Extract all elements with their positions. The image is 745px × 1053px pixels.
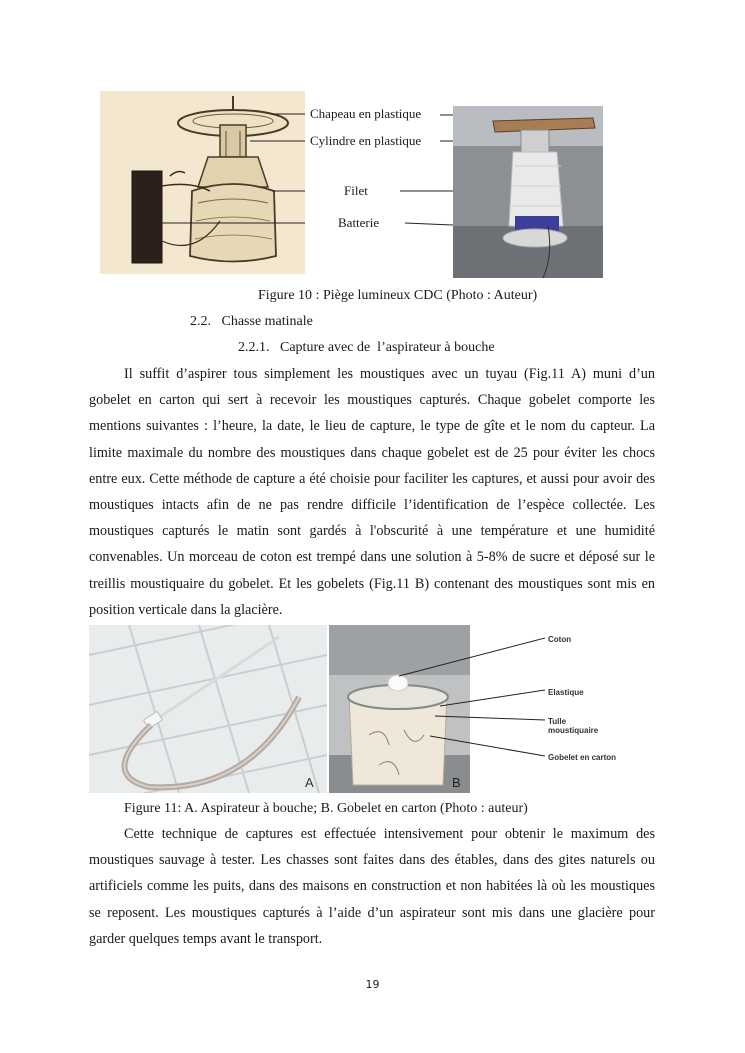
panel-b-letter: B (452, 775, 461, 790)
trap-photo (453, 106, 603, 278)
figure-11b-callout-lines (395, 636, 545, 766)
label-batterie: Batterie (338, 215, 380, 230)
label-tulle-line2: moustiquaire (548, 726, 599, 735)
section-heading-2-2-1: 2.2.1. Capture avec de l’aspirateur à bouche (238, 340, 495, 355)
section-heading-2-2: 2.2. Chasse matinale (190, 314, 313, 329)
paragraph-1 (89, 361, 655, 623)
figure-11-caption: Figure 11: A. Aspirateur à bouche; B. Gobelet en carton (Photo : auteur) (124, 801, 528, 816)
paragraph-2 (89, 821, 655, 952)
label-elastique: Elastique (548, 688, 584, 697)
label-filet: Filet (344, 183, 368, 198)
figure-10 (100, 88, 610, 283)
figure-11a-aspirator-photo (89, 625, 327, 793)
figure-10-caption: Figure 10 : Piège lumineux CDC (Photo : Auteur) (258, 288, 538, 303)
label-gobelet: Gobelet en carton (548, 753, 617, 762)
label-tulle-line1: Tulle (548, 717, 567, 726)
paragraph-2-text: Cette technique de captures est effectuée intensivement pour obtenir le maximum des moustiques sauvage à tester. Les chasses sont faites dans des étables, dans des gites naturels ou artificiels comme les puits, dans des maisons en construction et non habitées là où les moustiques se reposent. Les moustiques capturés à l’aide d’un aspirateur sont mis dans une glacière pour garder quelques temps avant le transport. (89, 826, 655, 947)
page-number: 19 (365, 978, 380, 991)
panel-a-letter: A (305, 775, 314, 790)
label-tulle-moustiquaire (548, 717, 598, 735)
paragraph-1-text: Il suffit d’aspirer tous simplement les moustiques avec un tuyau (Fig.11 A) muni d’un gobelet en carton qui sert à recevoir les moustiques capturés. Chaque gobelet comporte les mentions suivantes : l’heure, la date, le lieu de capture, le type de gîte et le nom du capteur. La limite maximale du nombre des moustiques dans chaque gobelet est de 25 pour éviter les chocs entre eux. Cette méthode de capture a été choisie pour faciliter les captures, et aussi pour avoir des moustiques intacts afin de ne pas rendre difficile l’identification de l’espèce collectée. Les moustiques capturés le matin sont gardés à l'obscurité à une température et une humidité convenables. Un morceau de coton est trempé dans une solution à 5-8% de sucre et déposé sur le treillis moustiquaire du gobelet. Et les gobelets (Fig.11 B) contenant des moustiques sont mis en position verticale dans la glacière. (89, 366, 655, 618)
label-cylindre: Cylindre en plastique (310, 133, 422, 148)
label-coton: Coton (548, 635, 572, 644)
label-chapeau: Chapeau en plastique (310, 106, 422, 121)
